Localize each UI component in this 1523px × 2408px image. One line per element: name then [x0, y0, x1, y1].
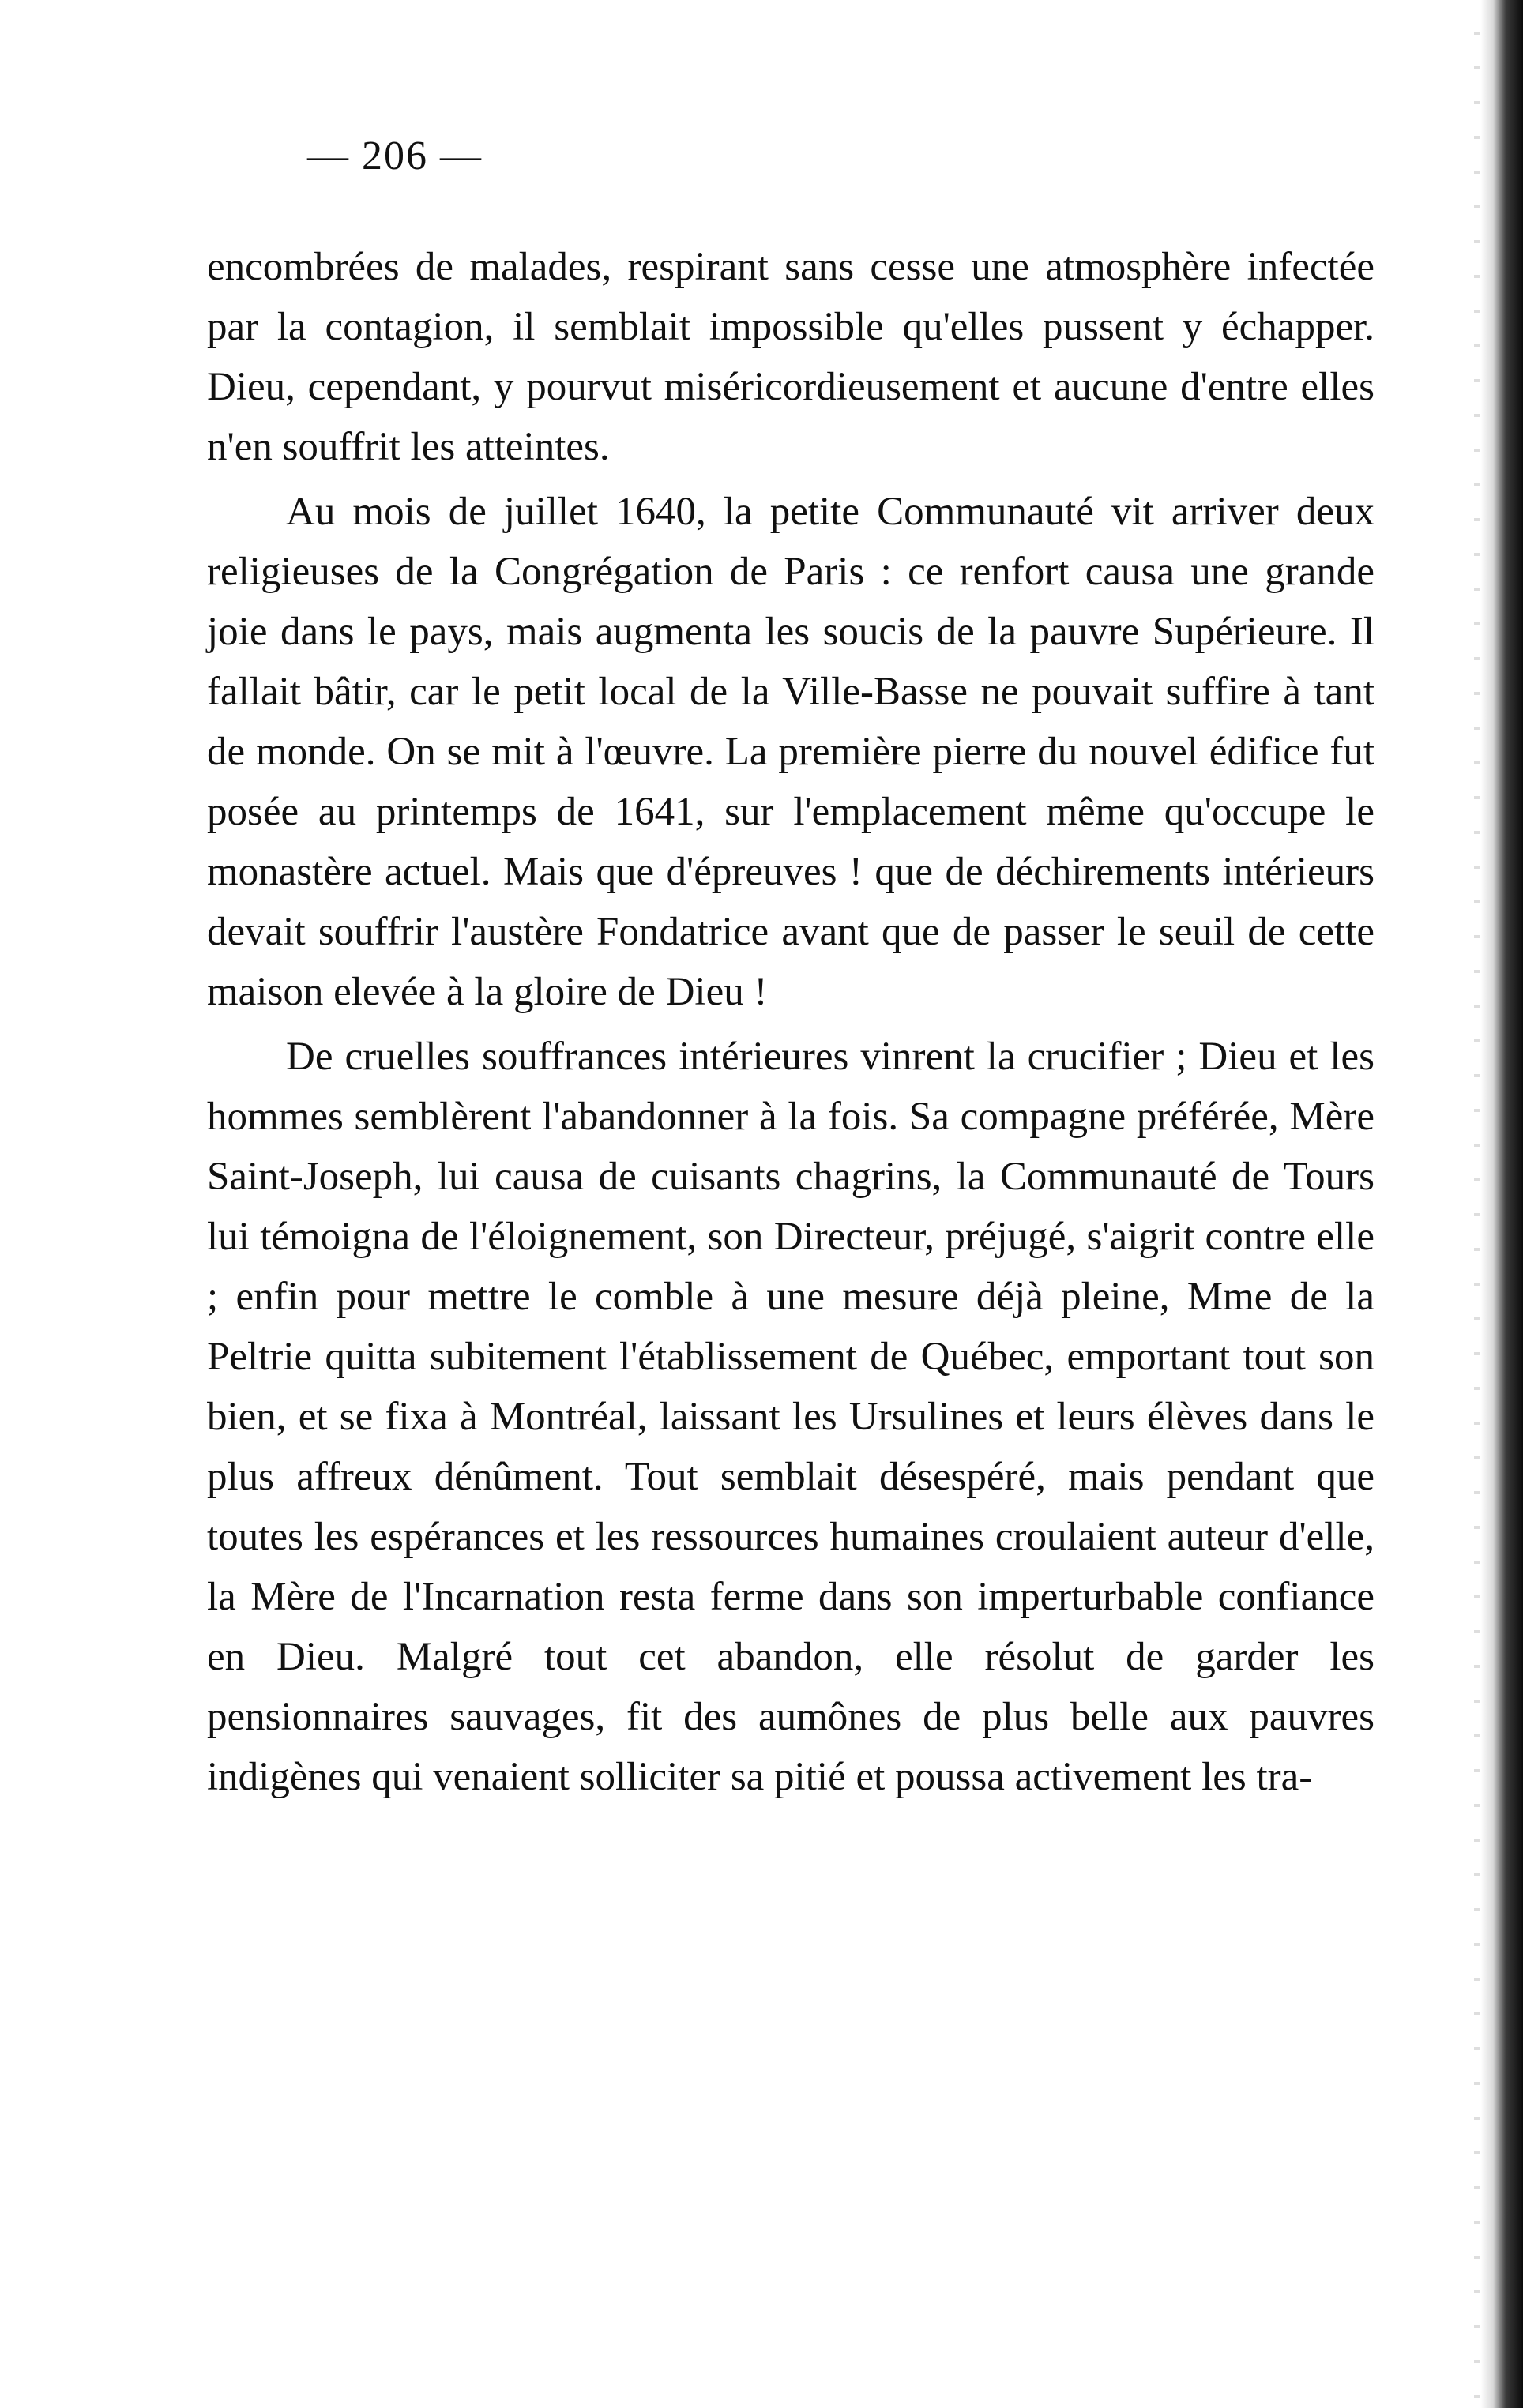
page-number: — 206 —	[307, 133, 483, 178]
page-binding-edge	[1480, 0, 1523, 2408]
body-text	[207, 237, 1374, 1807]
paragraph-sufferings: De cruelles souffrances intérieures vinrent la crucifier ; Dieu et les hommes semblèrent l'abandonner à la fois. Sa compagne préférée, Mère Saint-Joseph, lui causa de cuisants chagrins, la Communauté de Tours lui témoigna de l'éloignement, son Directeur, préjugé, s'aigrit contre elle ; enfin pour mettre le comble à une mesure déjà pleine, Mme de la Peltrie quitta subitement l'établissement de Québec, emportant tout son bien, et se fixa à Montréal, laissant les Ursulines et leurs élèves dans le plus affreux dénûment. Tout semblait désespéré, mais pendant que toutes les espérances et les ressources humaines croulaient auteur d'elle, la Mère de l'Incarnation resta ferme dans son imperturbable confiance en Dieu. Malgré tout cet abandon, elle résolut de garder les pensionnaires sauvages, fit des aumônes de plus belle aux pauvres indigènes qui venaient solliciter sa pitié et poussa activement les tra-	[207, 1035, 1374, 1799]
paragraph-continuation: encombrées de malades, respirant sans cesse une atmosphère infectée par la contagion, il semblait impossible qu'elles pussent y échapper. Dieu, cependant, y pourvut miséricordieusement et aucune d'entre elles n'en souffrit les atteintes.	[207, 245, 1374, 469]
binding-shadow	[1474, 0, 1480, 2408]
paragraph-community-arrival: Au mois de juillet 1640, la petite Communauté vit arriver deux religieuses de la Congrégation de Paris : ce renfort causa une grande joie dans le pays, mais augmenta les soucis de la pauvre Supérieure. Il fallait bâtir, car le petit local de la Ville-Basse ne pouvait suffire à tant de monde. On se mit à l'œuvre. La première pierre du nouvel édifice fut posée au printemps de 1641, sur l'emplacement même qu'occupe le monastère actuel. Mais que d'épreuves ! que de déchirements intérieurs devait souffrir l'austère Fondatrice avant que de passer le seuil de cette maison elevée à la gloire de Dieu !	[207, 490, 1374, 1014]
